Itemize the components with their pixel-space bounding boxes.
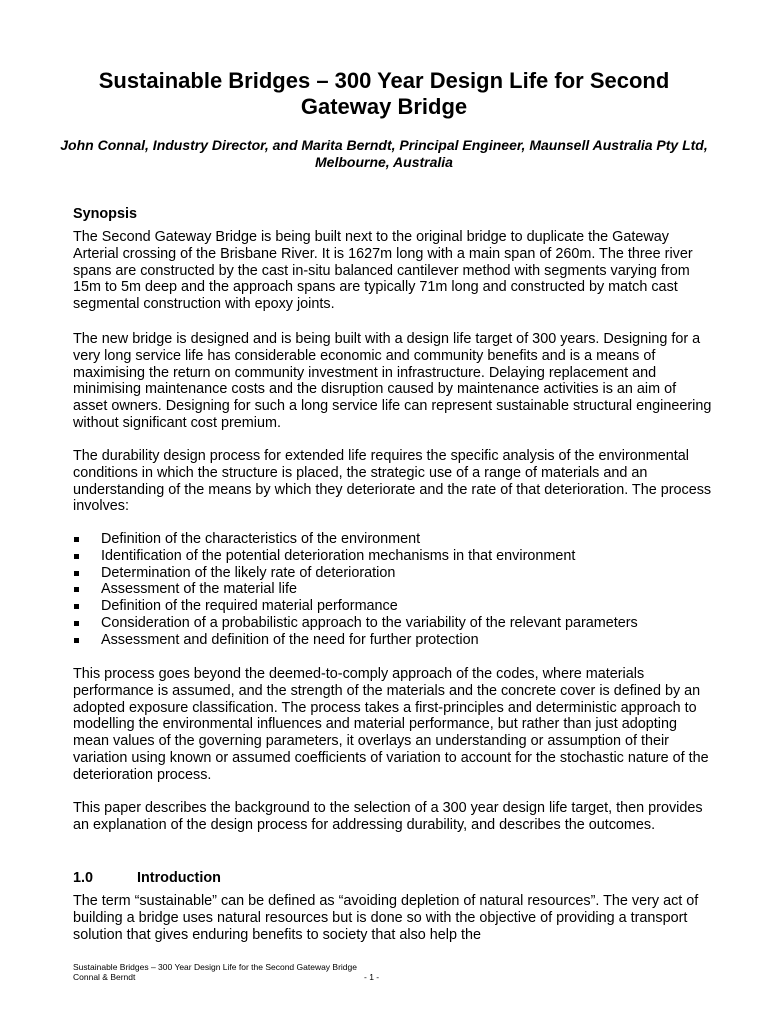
list-item-text: Determination of the likely rate of deterioration [101,564,396,581]
list-item-text: Assessment and definition of the need for further protection [101,631,479,648]
paragraph-text: The term “sustainable” can be defined as “avoiding depletion of natural resources”. The very act of building a bridge uses natural resources but is done so with the objective of providing a transport solution that gives enduring benefits to society that also help the [73,893,699,943]
synopsis-paragraph-2 [73,331,713,432]
paragraph-text: The Second Gateway Bridge is being built next to the original bridge to duplicate the Gateway Arterial crossing of the Brisbane River. It is 1627m long with a main span of 260m. The three river spans are constructed by the cast in-situ balanced cantilever method with segments varying from 15m to 5m deep and the approach spans are typically 71m long and constructed by match cast segmental construction with epoxy joints. [73,229,693,313]
list-item-text: Definition of the characteristics of the environment [101,531,421,547]
introduction-paragraph-1 [73,893,713,943]
paragraph-text: The durability design process for extended life requires the specific analysis of the environmental conditions in which the structure is placed, the strategic use of a range of materials and an understanding of the means by which they deteriorate and the rate of that deterioration. The process involves: [73,448,712,515]
list-item [73,632,713,649]
synopsis-paragraph-3 [73,448,713,515]
list-item-text: Definition of the required material performance [101,598,398,615]
paper-title: Sustainable Bridges – 300 Year Design Life for Second Gateway Bridge [98,68,670,119]
section-title: Introduction [137,870,221,886]
process-bullet-list [73,531,713,649]
list-item-text: Consideration of a probabilistic approach to the variability of the relevant parameters [101,614,638,631]
list-item-text: Identification of the potential deterioration mechanisms in that environment [101,547,576,564]
footer-authors: Connal & Berndt [73,972,136,982]
paper-authors: John Connal, Industry Director, and Marita Berndt, Principal Engineer, Maunsell Australia Pty Ltd, Melbourne, Australia [60,137,708,170]
synopsis-paragraph-5 [73,800,713,834]
list-item [73,548,713,565]
square-bullet-icon [74,537,79,542]
page-footer [73,962,393,982]
introduction-heading [73,870,221,887]
paragraph-text: This process goes beyond the deemed-to-comply approach of the codes, where materials performance is assumed, and the strength of the materials and the concrete cover is defined by an adopted exposure classification. The process takes a first-principles and deterministic approach to modelling the environmental influences and material performance, but rather than just adopting mean values of the governing parameters, it overlays an understanding or assumption of their variation using known or assumed coefficients of variation to account for the stochastic nature of the deterioration process. [73,666,709,783]
synopsis-heading: Synopsis [73,206,137,222]
square-bullet-icon [74,571,79,576]
section-number: 1.0 [73,870,94,886]
footer-title: Sustainable Bridges – 300 Year Design Life for the Second Gateway Bridge [73,962,357,972]
square-bullet-icon [74,587,79,592]
page-number: - 1 - [364,972,380,982]
list-item [73,565,713,582]
paragraph-text: The new bridge is designed and is being built with a design life target of 300 years. Designing for a very long service life has considerable economic and community benefits and is a means of maximising the return on community investment in infrastructure. Delaying replacement and minimising maintenance costs and the disruption caused by maintenance activities is an aim of asset owners. Designing for such a long service life can represent sustainable structural engineering without significant cost premium. [73,331,712,431]
list-item [73,581,713,598]
square-bullet-icon [74,554,79,559]
paragraph-text: This paper describes the background to the selection of a 300 year design life target, then provides an explanation of the design process for addressing durability, and describes the outcomes. [73,800,703,833]
list-item [73,531,713,548]
square-bullet-icon [74,638,79,643]
list-item [73,615,713,632]
square-bullet-icon [74,621,79,626]
list-item-text: Assessment of the material life [101,581,297,598]
synopsis-paragraph-4 [73,666,713,784]
list-item [73,598,713,615]
synopsis-paragraph-1 [73,229,713,313]
square-bullet-icon [74,604,79,609]
